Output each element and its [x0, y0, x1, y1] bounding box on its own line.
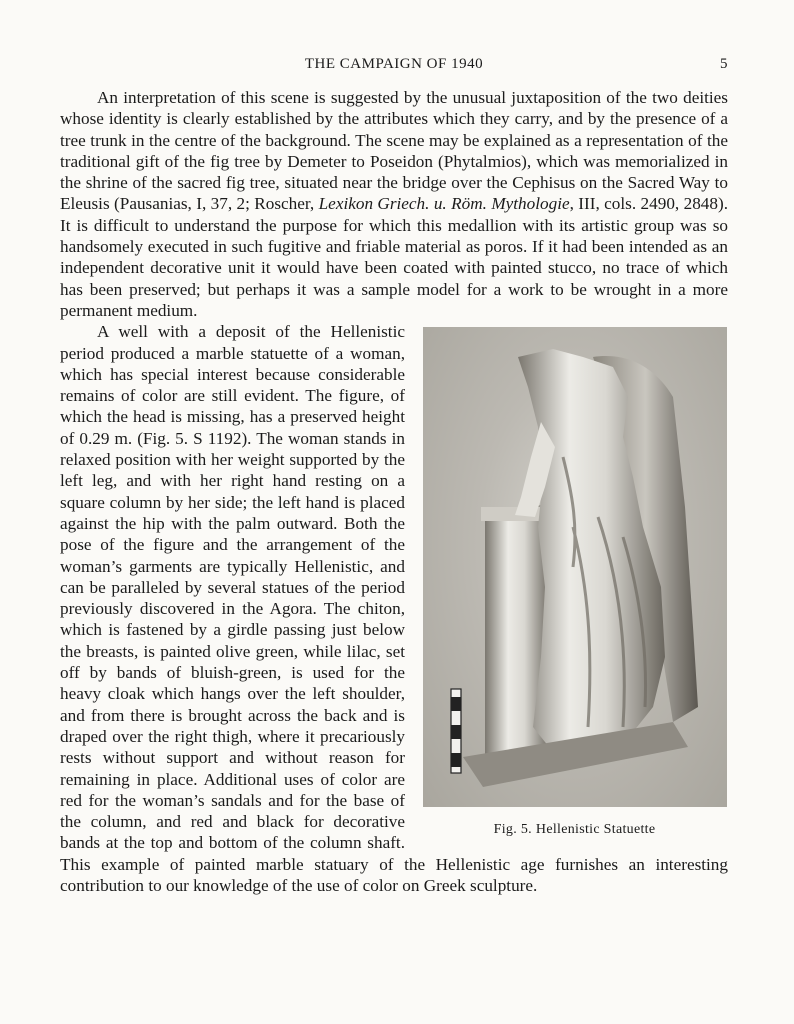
statuette-illustration: [423, 327, 727, 807]
reference-title: Lexikon Griech. u. Röm. Mythologie: [318, 194, 570, 214]
paragraph-1-tail: , III, cols. 2490, 2848). It is difficult to understand the purpose for which this medallion with its artistic group was so handsomely executed in such fugitive and friable material as poros. If it had been intended as an independent decorative unit it would have been coated with painted stucco, no trace of which has been preserved; but perhaps it was a sample model for a work to be wrought in a more permanent medium.: [60, 194, 728, 320]
paragraph-statuette: A well with a deposit of the Hellenistic period produced a marble statuette of a woman, which has special interest because considerable remains of color are still evident. The figure, of which the head is missing, has a preserved height of 0.29 m. (Fig. 5. S 1192). The woman stands in relaxed position with her weight supported by the left leg, and with her right hand resting on a square column by her side; the left hand is placed against the hip with the palm outward. Both the pose of the figure and the arrangement of the woman’s garments are typically Hellenistic, and can be paralleled by several statues of the period previously discovered in the Agora. The chiton, which is fastened by a girdle passing just below the breasts, is painted olive green, while lilac, set off by bands of bluish-green, is used for the heavy cloak which hangs over the left shoulder, and from there is brought across the back and is draped over the right thigh, where it precariously rests without support and without reason for remaining in place. Additional uses of color are red for the woman’s sandals and for the base of the column, and red and black for decorative bands at the top and bottom of the column shaft. This example of painted marble statuary of the Hellenistic age furnishes an interesting contribution to our knowledge of the use of color on Greek sculpture.: [60, 322, 728, 895]
statuette-photo: [423, 327, 727, 807]
page-number: 5: [720, 56, 728, 72]
running-title: THE CAMPAIGN OF 1940: [304, 56, 484, 72]
figure-label: Fig. 5.: [493, 822, 532, 838]
figure-5: [421, 327, 728, 849]
body-text: [60, 87, 728, 896]
scale-bar-segment: [451, 725, 461, 739]
page-header: [60, 56, 728, 76]
figure-title: Hellenistic Statuette: [535, 822, 656, 838]
figure-caption: [421, 819, 728, 840]
scale-bar-segment: [451, 697, 461, 711]
paragraph-interpretation: [60, 87, 728, 321]
paragraph-1-lead: An interpretation of this scene is suggested by the unusual juxtaposition of the two deities whose identity is clearly established by the attributes which they carry, and by the presence of a tree trunk in the centre of the background. The scene may be explained as a representation of the traditional gift of the fig tree by Demeter to Poseidon (Phytalmios), which was memorialized in the shrine of the sacred fig tree, situated near the bridge over the Cephisus on the Sacred Way to Eleusis (Pausanias, I, 37, 2; Roscher,: [60, 88, 728, 214]
scale-bar-segment: [451, 753, 461, 767]
